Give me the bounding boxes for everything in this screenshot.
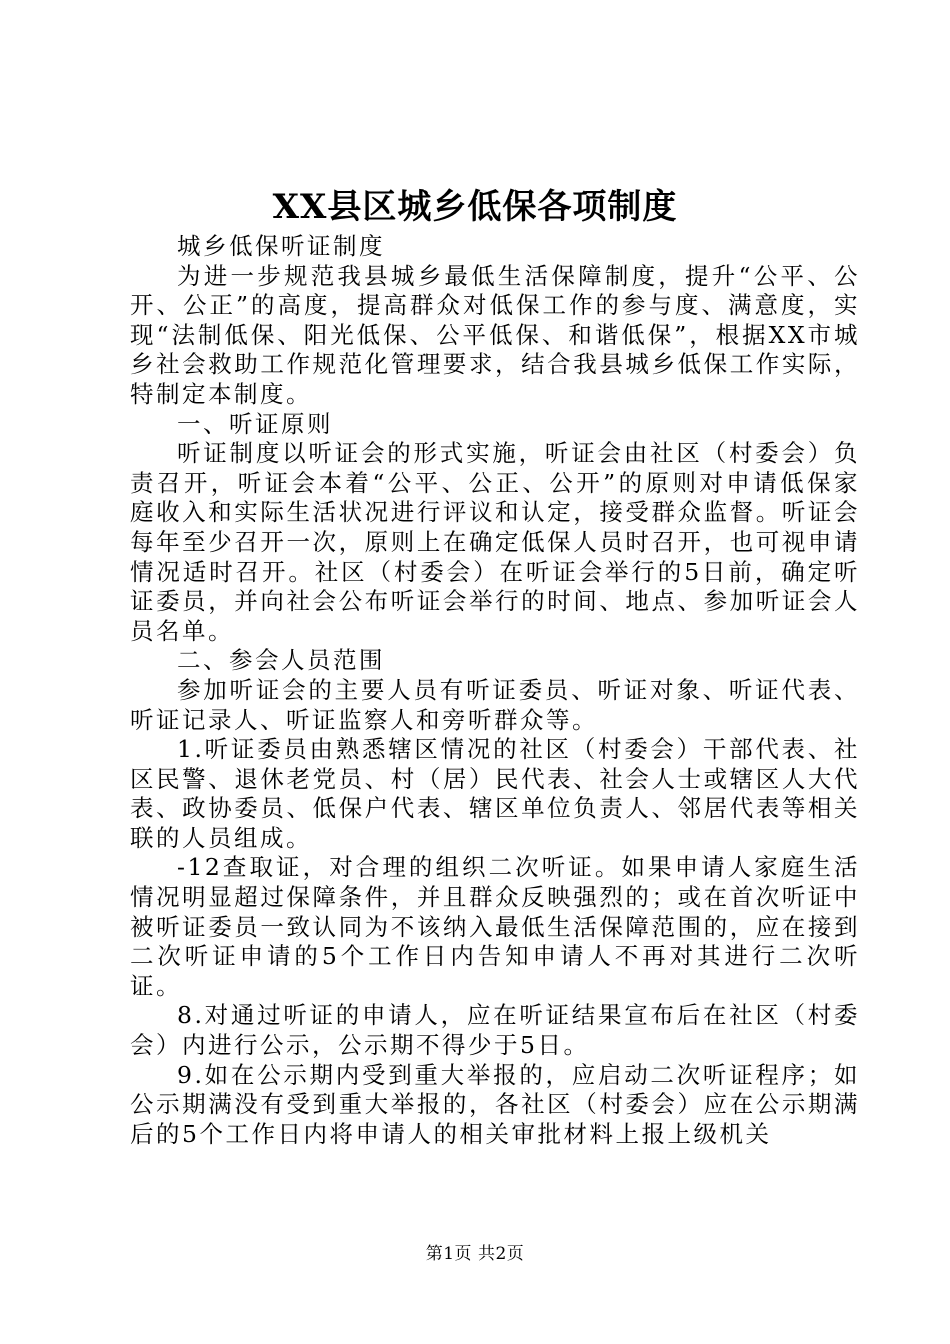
- list-item-9: 9.如在公示期内受到重大举报的，应启动二次听证程序；如公示期满没有受到重大举报的，各社区（村委会）应在公示期满后的5个工作日内将申请人的相关审批材料上报上级机关: [130, 1060, 860, 1148]
- section-heading-hearing-system: 城乡低保听证制度: [177, 232, 385, 260]
- section-heading-principles: 一、听证原则: [177, 409, 333, 438]
- paragraph-principles: 听证制度以听证会的形式实施，听证会由社区（村委会）负责召开，听证会本着“公平、公正、公开”的原则对申请低保家庭收入和实际生活状况进行评议和认定，接受群众监督。听证会每年至少召开一次，原则上在确定低保人员时召开，也可视申请情况适时召开。社区（村委会）在听证会举行的5日前，确定听证委员，并向社会公布听证会举行的时间、地点、参加听证会人员名单。: [130, 439, 860, 645]
- page-footer: 第1页 共2页: [425, 1244, 525, 1264]
- paragraph-second-hearing: -12查取证，对合理的组织二次听证。如果申请人家庭生活情况明显超过保障条件，并且群众反映强烈的；或在首次听证中被听证委员一致认同为不该纳入最低生活保障范围的，应在接到二次听证申请的5个工作日内告知申请人不再对其进行二次听证。: [130, 853, 860, 1000]
- paragraph-participants: 参加听证会的主要人员有听证委员、听证对象、听证代表、听证记录人、听证监察人和旁听群众等。: [130, 675, 860, 734]
- list-item-1: 1.听证委员由熟悉辖区情况的社区（村委会）干部代表、社区民警、退休老党员、村（居）民代表、社会人士或辖区人大代表、政协委员、低保户代表、辖区单位负责人、邻居代表等相关联的人员组成。: [130, 735, 860, 852]
- document-title: XX县区城乡低保各项制度: [272, 187, 678, 227]
- paragraph-intro: 为进一步规范我县城乡最低生活保障制度，提升“公平、公开、公正”的高度，提高群众对低保工作的参与度、满意度，实现“法制低保、阳光低保、公平低保、和谐低保”，根据XX市城乡社会救助工作规范化管理要求，结合我县城乡低保工作实际，特制定本制度。: [130, 261, 860, 408]
- list-item-8: 8.对通过听证的申请人，应在听证结果宣布后在社区（村委会）内进行公示，公示期不得少于5日。: [130, 1001, 860, 1060]
- section-heading-participants: 二、参会人员范围: [177, 646, 385, 675]
- document-body: [130, 232, 860, 1149]
